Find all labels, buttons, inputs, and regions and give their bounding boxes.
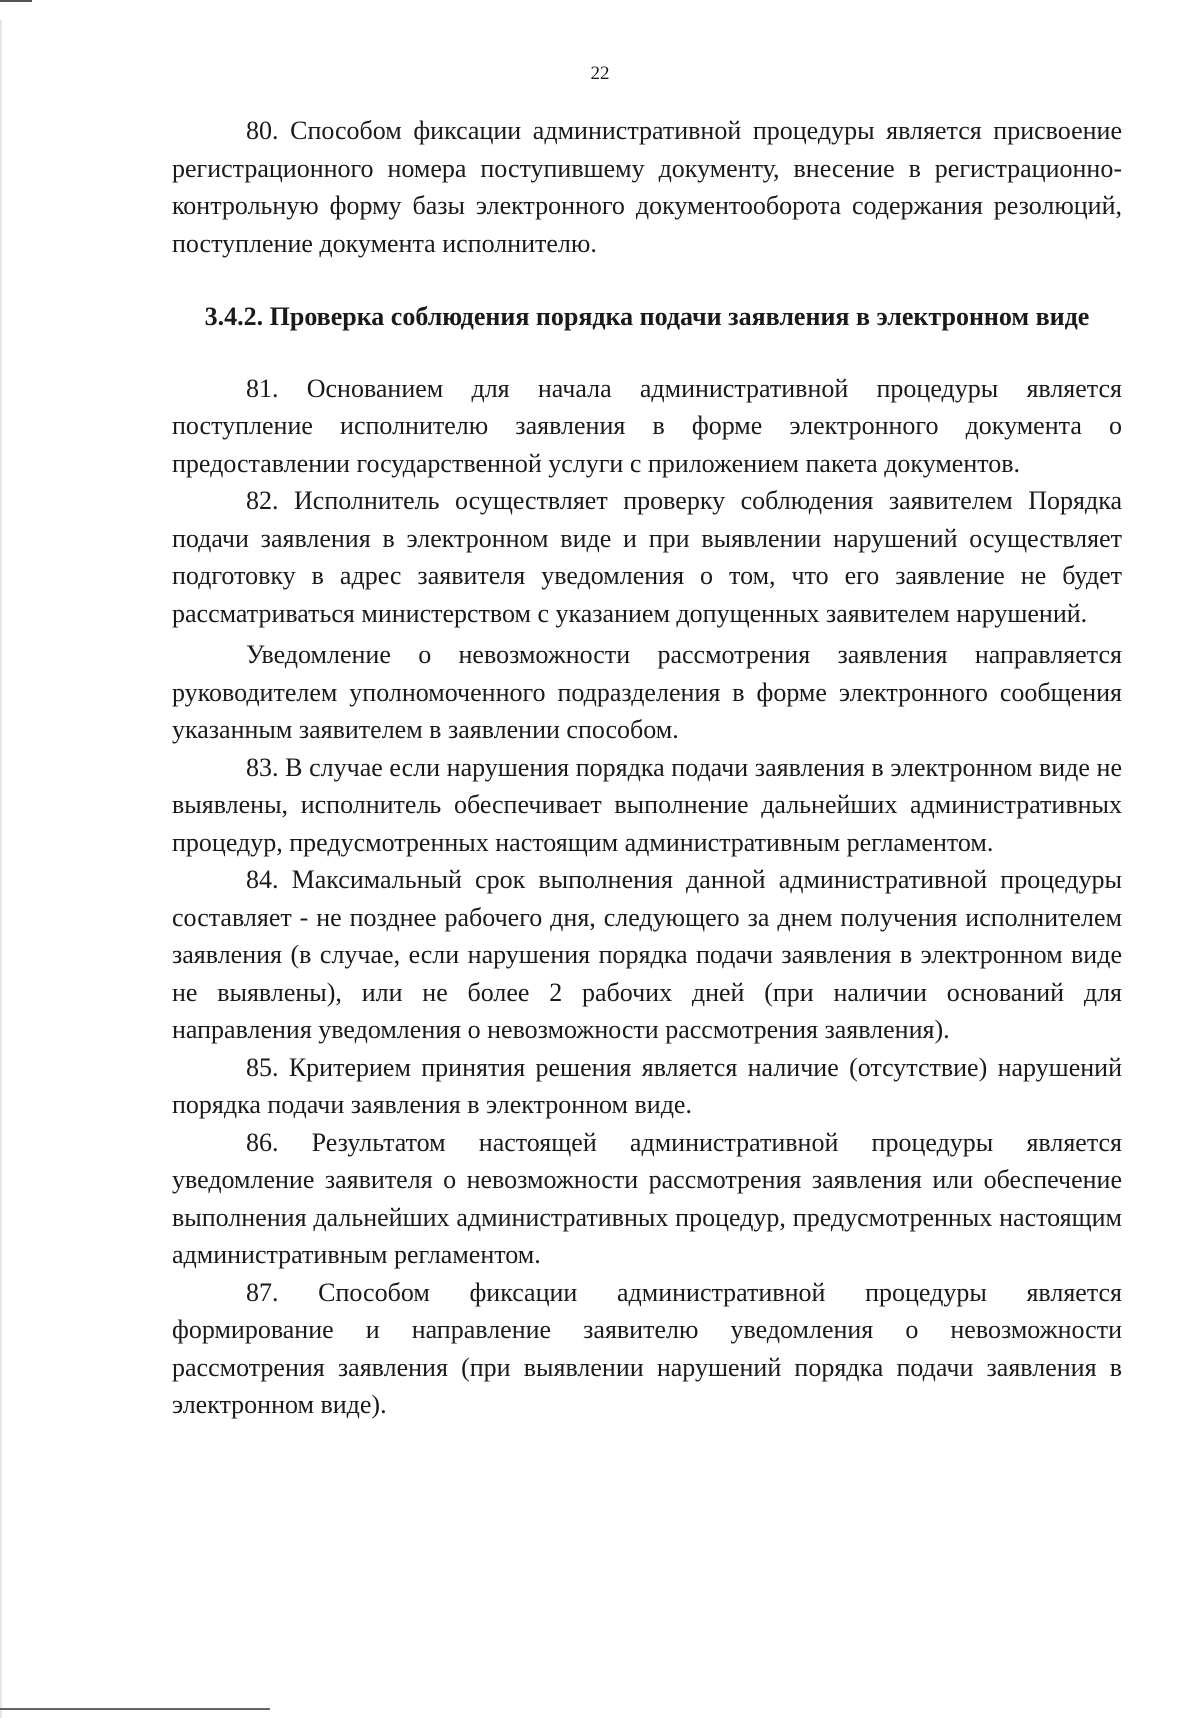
paragraph-86: 86. Результатом настоящей административной процедуры является уведомление заявителя о невозможности рассмотрения заявления или обеспечение выполнения дальнейших административных процедур, предусмотренных настоящим административным регламентом. (172, 1127, 1122, 1269)
paragraph-84: 84. Максимальный срок выполнения данной административной процедуры составляет - не позднее рабочего дня, следующего за днем получения исполнителем заявления (в случае, если нарушения порядка подачи заявления в электронном виде не выявлены), или не более 2 рабочих дней (при наличии оснований для направления уведомления о невозможности рассмотрения заявления). (172, 865, 1122, 1044)
paragraph-87: 87. Способом фиксации административной процедуры является формирование и направление заявителю уведомления о невозможности рассмотрения заявления (при выявлении нарушений порядка подачи заявления в электронном виде). (172, 1277, 1122, 1419)
paragraph-80: 80. Способом фиксации административной процедуры является присвоение регистрационного номера поступившему документу, внесение в регистрационно-контрольную форму базы электронного документооборота содержания резолюций, поступление документа исполнителю. (172, 116, 1122, 258)
paragraph-85: 85. Критерием принятия решения является наличие (отсутствие) нарушений порядка подачи заявления в электронном виде. (172, 1052, 1122, 1119)
document-body (172, 112, 1122, 1424)
scan-edge-mark-bottom (0, 1708, 270, 1710)
paragraph-82-notice: Уведомление о невозможности рассмотрения заявления направляется руководителем уполномоченного подразделения в форме электронного сообщения указанным заявителем в заявлении способом. (172, 640, 1122, 744)
paragraph-81: 81. Основанием для начала административной процедуры является поступление исполнителю заявления в форме электронного документа о предоставлении государственной услуги с приложением пакета документов. (172, 373, 1122, 478)
scan-edge-shadow-left (0, 20, 2, 1718)
paragraph-83: 83. В случае если нарушения порядка подачи заявления в электронном виде не выявлены, исполнитель обеспечивает выполнение дальнейших административных процедур, предусмотренных настоящим административным регламентом. (172, 752, 1122, 857)
paragraph-82: 82. Исполнитель осуществляет проверку соблюдения заявителем Порядка подачи заявления в электронном виде и при выявлении нарушений осуществляет подготовку в адрес заявителя уведомления о том, что его заявление не будет рассматриваться министерством с указанием допущенных заявителем нарушений. (172, 486, 1122, 628)
section-heading: 3.4.2. Проверка соблюдения порядка подачи заявления в электронном виде (204, 302, 1090, 331)
page-number: 22 (590, 63, 610, 84)
scan-edge-mark-top (0, 0, 32, 2)
